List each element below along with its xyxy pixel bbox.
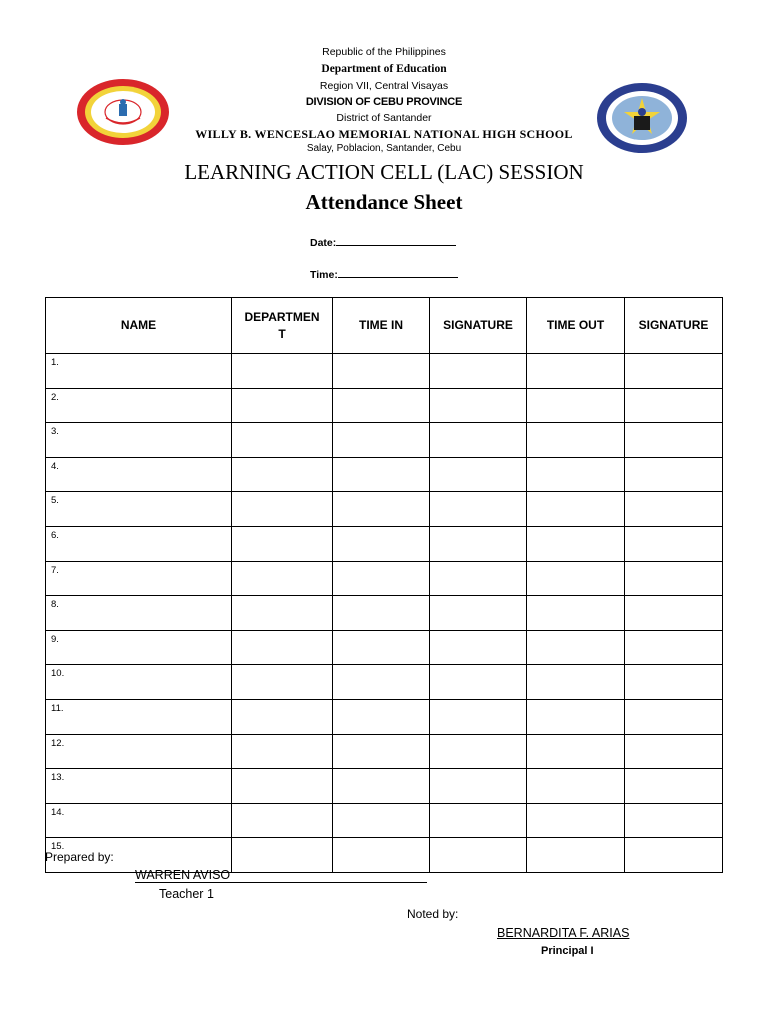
signature-in-cell[interactable] (430, 492, 527, 527)
signature-out-cell[interactable] (625, 561, 723, 596)
attendance-table-body (46, 354, 723, 873)
date-label: Date: (310, 237, 337, 249)
time-in-cell[interactable] (333, 457, 430, 492)
date-blank-line[interactable] (336, 234, 456, 246)
time-in-cell[interactable] (333, 423, 430, 458)
name-cell[interactable] (46, 388, 232, 423)
time-in-cell[interactable] (333, 354, 430, 389)
signature-out-cell[interactable] (625, 354, 723, 389)
row-number: 5. (51, 495, 59, 507)
name-cell[interactable] (46, 354, 232, 389)
row-number: 7. (51, 564, 59, 576)
signature-in-cell[interactable] (430, 769, 527, 804)
name-cell[interactable] (46, 457, 232, 492)
time-field[interactable] (310, 266, 458, 281)
district-line: District of Santander (336, 112, 432, 124)
department-cell[interactable] (232, 354, 333, 389)
table-row (46, 596, 723, 631)
time-out-cell[interactable] (527, 526, 625, 561)
name-cell[interactable] (46, 596, 232, 631)
department-cell[interactable] (232, 388, 333, 423)
department-cell[interactable] (232, 803, 333, 838)
department-cell[interactable] (232, 699, 333, 734)
row-number: 3. (51, 426, 59, 438)
department-cell[interactable] (232, 734, 333, 769)
department-line: Department of Education (321, 63, 447, 75)
preparer-name: WARREN AVISO (135, 868, 231, 882)
signature-out-cell[interactable] (625, 803, 723, 838)
time-label: Time: (310, 269, 338, 281)
signature-out-cell[interactable] (625, 388, 723, 423)
column-header-name: NAME (46, 298, 232, 354)
time-out-cell[interactable] (527, 665, 625, 700)
signature-in-cell[interactable] (430, 803, 527, 838)
time-out-cell[interactable] (527, 423, 625, 458)
row-number: 2. (51, 391, 59, 403)
department-cell[interactable] (232, 457, 333, 492)
name-cell[interactable] (46, 734, 232, 769)
time-out-cell[interactable] (527, 769, 625, 804)
signature-in-cell[interactable] (430, 596, 527, 631)
name-cell[interactable] (46, 803, 232, 838)
signature-out-cell[interactable] (625, 665, 723, 700)
time-in-cell[interactable] (333, 699, 430, 734)
region-line: Region VII, Central Visayas (319, 80, 449, 92)
department-cell[interactable] (232, 492, 333, 527)
column-header-signature-in: SIGNATURE (430, 298, 527, 354)
row-number: 12. (51, 737, 65, 749)
school-address: Salay, Poblacion, Santander, Cebu (306, 143, 462, 154)
document-title: LEARNING ACTION CELL (LAC) SESSION (184, 160, 584, 184)
table-row (46, 354, 723, 389)
time-out-cell[interactable] (527, 354, 625, 389)
signature-in-cell[interactable] (430, 665, 527, 700)
attendance-table (45, 297, 723, 873)
department-cell[interactable] (232, 423, 333, 458)
document-subtitle: Attendance Sheet (305, 190, 463, 214)
signature-in-cell[interactable] (430, 354, 527, 389)
department-cell[interactable] (232, 838, 333, 873)
department-cell[interactable] (232, 665, 333, 700)
table-row (46, 769, 723, 804)
time-in-cell[interactable] (333, 630, 430, 665)
time-out-cell[interactable] (527, 803, 625, 838)
time-in-cell[interactable] (333, 803, 430, 838)
table-row (46, 457, 723, 492)
time-in-cell[interactable] (333, 734, 430, 769)
noter-title: Principal I (541, 945, 594, 957)
time-out-cell[interactable] (527, 388, 625, 423)
department-cell[interactable] (232, 596, 333, 631)
column-header-time-in: TIME IN (333, 298, 430, 354)
table-row (46, 526, 723, 561)
prepared-by-label: Prepared by: (45, 850, 114, 864)
table-header-row (46, 298, 723, 354)
signature-in-cell[interactable] (430, 561, 527, 596)
time-in-cell[interactable] (333, 526, 430, 561)
table-row (46, 630, 723, 665)
time-in-cell[interactable] (333, 388, 430, 423)
row-number: 4. (51, 460, 59, 472)
signature-in-cell[interactable] (430, 388, 527, 423)
time-out-cell[interactable] (527, 734, 625, 769)
time-out-cell[interactable] (527, 838, 625, 873)
time-out-cell[interactable] (527, 457, 625, 492)
signature-in-cell[interactable] (430, 423, 527, 458)
time-blank-line[interactable] (338, 266, 458, 278)
name-cell[interactable] (46, 423, 232, 458)
name-cell[interactable] (46, 492, 232, 527)
row-number: 9. (51, 633, 59, 645)
table-row (46, 699, 723, 734)
table-row (46, 803, 723, 838)
signature-in-cell[interactable] (430, 526, 527, 561)
table-row (46, 561, 723, 596)
row-number: 8. (51, 599, 59, 611)
noter-name: BERNARDITA F. ARIAS (497, 926, 630, 940)
signature-out-cell[interactable] (625, 769, 723, 804)
table-row (46, 423, 723, 458)
column-header-time-out: TIME OUT (527, 298, 625, 354)
preparer-title: Teacher 1 (159, 887, 214, 901)
column-header-department: DEPARTMEN T (232, 298, 333, 354)
signature-out-cell[interactable] (625, 526, 723, 561)
row-number: 13. (51, 772, 65, 784)
republic-line: Republic of the Philippines (322, 46, 446, 58)
table-row (46, 665, 723, 700)
department-cell[interactable] (232, 526, 333, 561)
row-number: 14. (51, 806, 65, 818)
department-cell[interactable] (232, 769, 333, 804)
school-name: WILLY B. WENCESLAO MEMORIAL NATIONAL HIGH SCHOOL (195, 127, 573, 141)
table-row (46, 734, 723, 769)
name-cell[interactable] (46, 526, 232, 561)
time-out-cell[interactable] (527, 630, 625, 665)
school-seal-logo (76, 78, 170, 146)
department-cell[interactable] (232, 561, 333, 596)
signature-out-cell[interactable] (625, 423, 723, 458)
signature-in-cell[interactable] (430, 630, 527, 665)
row-number: 15. (51, 841, 65, 853)
department-cell[interactable] (232, 630, 333, 665)
signature-out-cell[interactable] (625, 596, 723, 631)
row-number: 10. (51, 668, 65, 680)
noted-by-label: Noted by: (407, 907, 459, 921)
name-cell[interactable] (46, 561, 232, 596)
deped-seal-logo (596, 82, 688, 154)
column-header-signature-out: SIGNATURE (625, 298, 723, 354)
signature-out-cell[interactable] (625, 734, 723, 769)
table-row (46, 492, 723, 527)
time-in-cell[interactable] (333, 492, 430, 527)
division-line: DIVISION OF CEBU PROVINCE (305, 96, 463, 108)
signature-in-cell[interactable] (430, 699, 527, 734)
signature-in-cell[interactable] (430, 838, 527, 873)
signature-out-cell[interactable] (625, 457, 723, 492)
row-number: 1. (51, 357, 59, 368)
time-in-cell[interactable] (333, 838, 430, 873)
name-cell[interactable] (46, 769, 232, 804)
row-number: 11. (51, 702, 64, 714)
time-out-cell[interactable] (527, 699, 625, 734)
time-in-cell[interactable] (333, 561, 430, 596)
signature-out-cell[interactable] (625, 838, 723, 873)
name-cell[interactable] (46, 630, 232, 665)
time-in-cell[interactable] (333, 596, 430, 631)
table-row (46, 388, 723, 423)
signature-in-cell[interactable] (430, 457, 527, 492)
signature-out-cell[interactable] (625, 699, 723, 734)
signature-in-cell[interactable] (430, 734, 527, 769)
time-in-cell[interactable] (333, 769, 430, 804)
signature-out-cell[interactable] (625, 492, 723, 527)
name-cell[interactable] (46, 665, 232, 700)
time-out-cell[interactable] (527, 492, 625, 527)
row-number: 6. (51, 529, 59, 541)
time-in-cell[interactable] (333, 665, 430, 700)
date-field[interactable] (310, 234, 456, 249)
time-out-cell[interactable] (527, 561, 625, 596)
name-cell[interactable] (46, 699, 232, 734)
time-out-cell[interactable] (527, 596, 625, 631)
signature-out-cell[interactable] (625, 630, 723, 665)
preparer-signature-line (135, 882, 427, 883)
